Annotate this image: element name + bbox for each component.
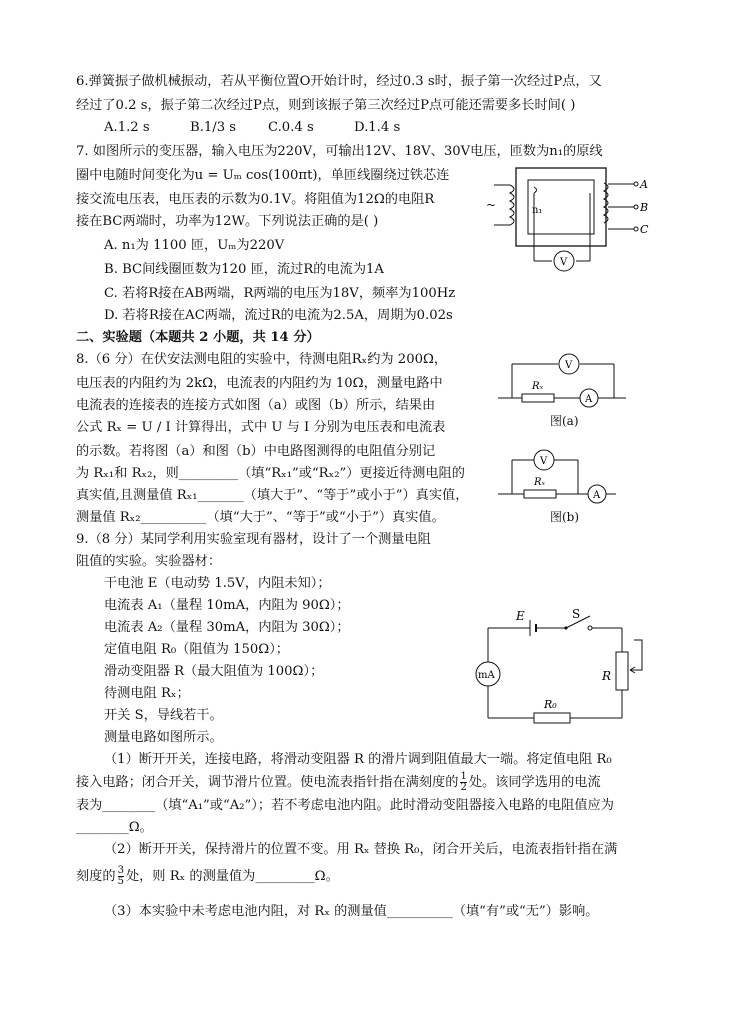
equipment-item: 滑动变阻器 R（最大阻值为 100Ω）；	[104, 664, 324, 679]
equipment-item: 电流表 A₂（量程 30mA，内阻为 30Ω）；	[104, 620, 350, 635]
q8-line-8: 测量值 Rₓ₂__________（填“大于”、“等于”或“小于”）真实值。	[76, 510, 445, 525]
q8-line-1: 8.（6 分）在伏安法测电阻的实验中，待测电阻Rₓ约为 200Ω，	[76, 352, 448, 367]
fixed-resistor-label: R₀	[544, 698, 557, 711]
q7-line-3: 接交流电压表，电压表的示数为0.1V。将阻值为12Ω的电阻R	[76, 192, 435, 207]
fraction-numerator: 1	[460, 771, 467, 782]
fraction-three-fifths	[118, 866, 124, 887]
q9-line-2: 阻值的实验。实验器材：	[76, 554, 222, 569]
circuit-figure-a	[498, 350, 628, 412]
q7-option-b: B. BC间线圈匝数为120 匝，流过R的电流为1A	[104, 262, 384, 277]
voltmeter-label: V	[540, 456, 548, 467]
q7-line-4: 接在BC两端时，功率为12W。下列说法正确的是( )	[76, 214, 379, 229]
q9-part2-line-1: （2）断开开关，保持滑片的位置不变。用 Rₓ 替换 R₀，闭合开关后，电流表指针指在满	[104, 842, 618, 857]
q7-option-d: D. 若将R接在AC两端，流过R的电流为2.5A，周期为0.02s	[104, 308, 453, 323]
fraction-denominator: 2	[460, 782, 467, 793]
section-heading: 二、实验题（本题共 2 小题，共 14 分）	[76, 330, 320, 345]
q8-line-3: 电流表的连接表的连接方式如图（a）或图（b）所示，结果由	[76, 398, 436, 413]
q9-part3-line-1: （3）本实验中未考虑电池内阻，对 Rₓ 的测量值__________（填“有”或“无”）影响。	[104, 904, 599, 919]
fraction-denominator: 5	[117, 876, 124, 887]
voltmeter-label: V	[560, 257, 568, 268]
q6-line-1: 6.弹簧振子做机械振动，若从平衡位置O开始计时，经过0.3 s时，振子第一次经过P点，又	[76, 74, 602, 89]
ammeter-label: A	[593, 490, 601, 501]
q6-line-2: 经过了0.2 s，振子第二次经过P点，则到该振子第三次经过P点可能还需要多长时间( )	[76, 98, 576, 113]
q9-part1-text-b: 处。该同学选用的电流	[468, 775, 601, 790]
q9-part2-text-b: 处，则 Rₓ 的测量值为_________Ω。	[125, 869, 339, 884]
figure-a-caption: 图(a)	[550, 414, 579, 428]
q9-part1-text-a: 接入电路；闭合开关，调节滑片位置。使电流表指针指在满刻度的	[76, 775, 459, 790]
equipment-item: 定值电阻 R₀（阻值为 150Ω）；	[104, 642, 289, 657]
q8-line-6: 为 Rₓ₁和 Rₓ₂，则_________（填“Rₓ₁”或“Rₓ₂”）更接近待测电阻的	[76, 466, 465, 481]
q9-line-1: 9.（8 分）某同学利用实验室现有器材，设计了一个测量电阻	[76, 532, 431, 547]
q9-part2-line-2	[76, 866, 339, 887]
q9-part1-line-4: ________Ω。	[76, 820, 153, 835]
circuit-figure-b	[498, 446, 618, 506]
terminal-b-label: B	[640, 201, 649, 214]
q7-line-2: 圈中电随时间变化为u = Uₘ cos(100πt)，单匝线圈绕过铁芯连	[76, 168, 450, 183]
q9-part1-line-3: 表为________（填“A₁”或“A₂”）；若不考虑电池内阻。此时滑动变阻器接入电路的电阻值应为	[76, 798, 614, 813]
q6-option-a: A.1.2 s	[104, 120, 150, 135]
q9-part2-text-a: 刻度的	[76, 869, 116, 884]
switch-label: S	[572, 607, 581, 621]
equipment-item: 开关 S，导线若干。	[104, 708, 223, 723]
fraction-numerator: 3	[117, 865, 124, 876]
q6-option-d: D.1.4 s	[354, 120, 401, 135]
equipment-item: 电流表 A₁（量程 10mA，内阻为 90Ω）；	[104, 598, 350, 613]
equipment-item: 待测电阻 Rₓ；	[104, 686, 190, 701]
equipment-item: 测量电路如图所示。	[104, 730, 223, 745]
milliammeter-label: mA	[478, 670, 495, 681]
q9-part1-line-1: （1）断开开关，连接电路，将滑动变阻器 R 的滑片调到阻值最大一端。将定值电阻 R₀	[104, 752, 612, 767]
q6-option-b: B.1/3 s	[190, 120, 237, 135]
terminal-c-label: C	[640, 223, 649, 236]
resistor-rx-label: Rₓ	[532, 381, 544, 392]
q9-circuit-figure	[470, 606, 650, 728]
transformer-figure	[486, 163, 656, 278]
voltmeter-label: V	[565, 360, 573, 371]
q7-option-a: A. n₁为 1100 匝，Uₘ为220V	[104, 238, 285, 253]
resistor-rx-label: Rₓ	[534, 477, 546, 488]
q8-line-5: 的示数。若将图（a）和图（b）中电路图测得的电阻值分别记	[76, 444, 436, 459]
q7-option-c: C. 若将R接在AB两端，R两端的电压为18V，频率为100Hz	[104, 286, 456, 301]
q8-line-4: 公式 Rₓ = U / I 计算得出，式中 U 与 I 分别为电压表和电流表	[76, 420, 446, 435]
rheostat-label: R	[602, 669, 612, 683]
q7-line-1: 7. 如图所示的变压器，输入电压为220V，可输出12V、18V、30V电压，匝数为n₁的原线	[76, 144, 603, 159]
fraction-one-half	[460, 772, 466, 793]
q8-line-7: 真实值,且测量值 Rₓ₁_______（填大于”、“等于”或小于”）真实值，	[76, 488, 469, 503]
q6-option-c: C.0.4 s	[268, 120, 314, 135]
equipment-item: 干电池 E（电动势 1.5V，内阻未知）；	[104, 576, 331, 591]
q9-part1-line-2	[76, 772, 601, 793]
terminal-a-label: A	[640, 178, 648, 191]
q8-line-2: 电压表的内阻约为 2kΩ，电流表的内阻约为 10Ω，测量电路中	[76, 376, 443, 391]
figure-b-caption: 图(b)	[550, 510, 580, 524]
primary-turns-label: n₁	[532, 205, 543, 216]
ammeter-label: A	[585, 394, 593, 405]
battery-label: E	[516, 609, 525, 623]
ac-source-symbol: ~	[486, 198, 497, 212]
